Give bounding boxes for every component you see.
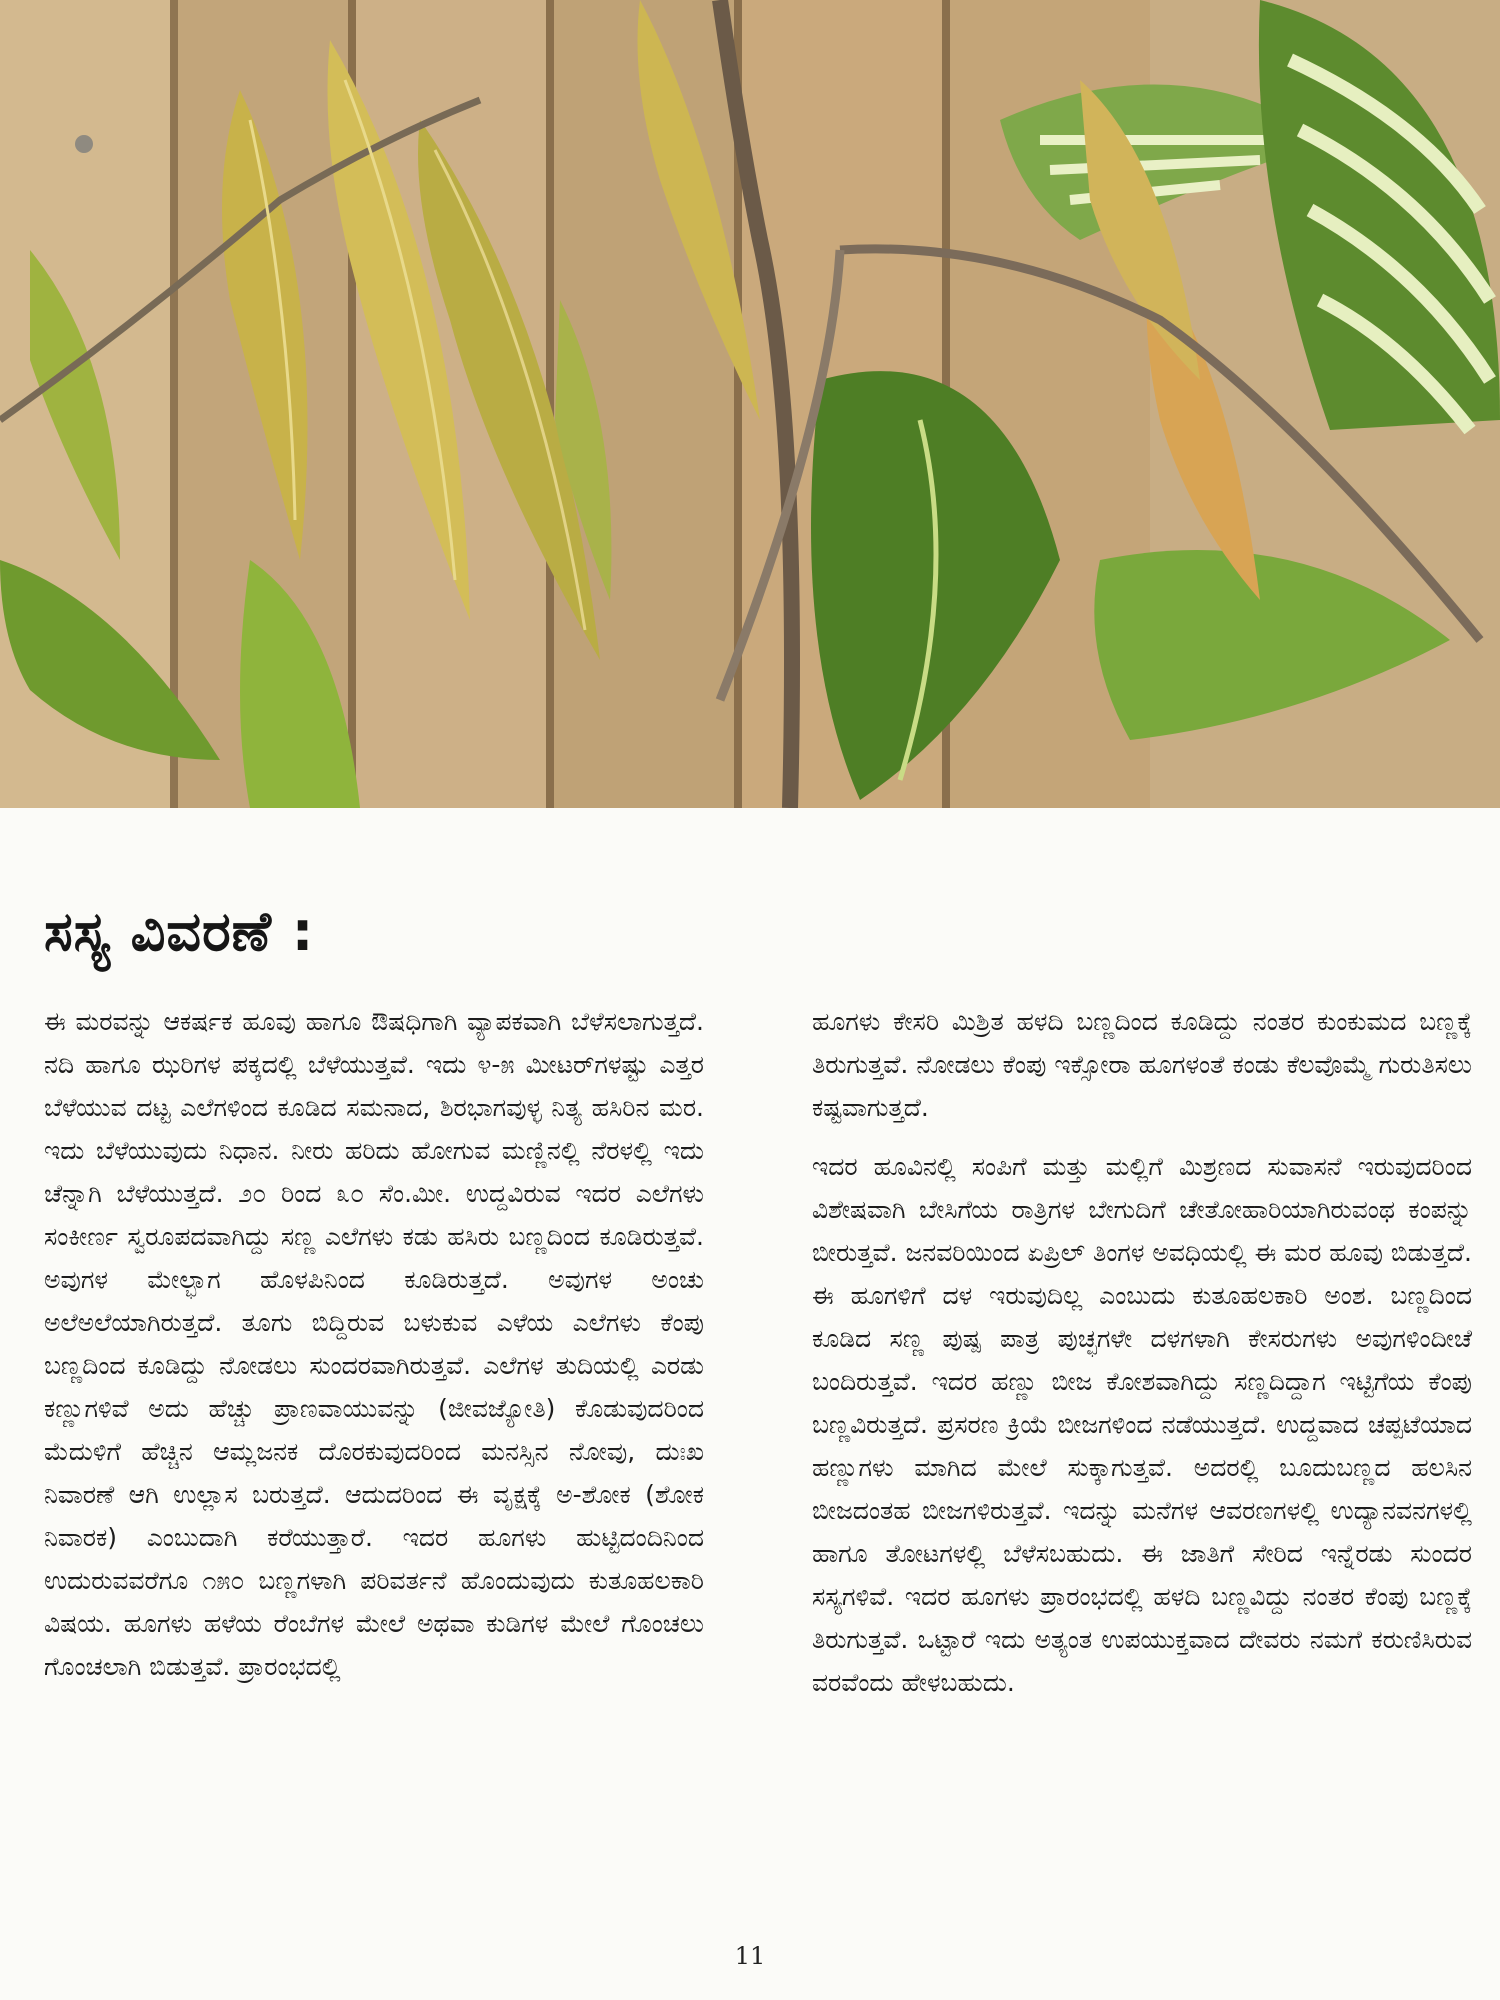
left-column <box>44 1000 704 1704</box>
left-paragraph: ಈ ಮರವನ್ನು ಆಕರ್ಷಕ ಹೂವು ಹಾಗೂ ಔಷಧಿಗಾಗಿ ವ್ಯಾಪಕವಾಗಿ ಬೆಳೆಸಲಾಗುತ್ತದೆ. ನದಿ ಹಾಗೂ ಝರಿಗಳ ಪಕ್ಕದಲ್ಲಿ ಬೆಳೆಯುತ್ತವೆ. ಇದು ೪-೫ ಮೀಟರ್‌ಗಳಷ್ಟು ಎತ್ತರ ಬೆಳೆಯುವ ದಟ್ಟ ಎಲೆಗಳಿಂದ ಕೂಡಿದ ಸಮನಾದ, ಶಿರಭಾಗವುಳ್ಳ ನಿತ್ಯ ಹಸಿರಿನ ಮರ. ಇದು ಬೆಳೆಯುವುದು ನಿಧಾನ. ನೀರು ಹರಿದು ಹೋಗುವ ಮಣ್ಣಿನಲ್ಲಿ ನೆರಳಲ್ಲಿ ಇದು ಚೆನ್ನಾಗಿ ಬೆಳೆಯುತ್ತದೆ. ೨೦ ರಿಂದ ೩೦ ಸೆಂ.ಮೀ. ಉದ್ದವಿರುವ ಇದರ ಎಲೆಗಳು ಸಂಕೀರ್ಣ ಸ್ವರೂಪದವಾಗಿದ್ದು ಸಣ್ಣ ಎಲೆಗಳು ಕಡು ಹಸಿರು ಬಣ್ಣದಿಂದ ಕೂಡಿರುತ್ತವೆ. ಅವುಗಳ ಮೇಲ್ಭಾಗ ಹೊಳಪಿನಿಂದ ಕೂಡಿರುತ್ತದೆ. ಅವುಗಳ ಅಂಚು ಅಲೆಅಲೆಯಾಗಿರುತ್ತದೆ. ತೂಗು ಬಿದ್ದಿರುವ ಬಳುಕುವ ಎಳೆಯ ಎಲೆಗಳು ಕೆಂಪು ಬಣ್ಣದಿಂದ ಕೂಡಿದ್ದು ನೋಡಲು ಸುಂದರವಾಗಿರುತ್ತವೆ. ಎಲೆಗಳ ತುದಿಯಲ್ಲಿ ಎರಡು ಕಣ್ಣುಗಳಿವೆ ಅದು ಹೆಚ್ಚು ಪ್ರಾಣವಾಯುವನ್ನು (ಜೀವಜ್ಯೋತಿ) ಕೊಡುವುದರಿಂದ ಮೆದುಳಿಗೆ ಹೆಚ್ಚಿನ ಆಮ್ಲಜನಕ ದೊರಕುವುದರಿಂದ ಮನಸ್ಸಿನ ನೋವು, ದುಃಖ ನಿವಾರಣೆ ಆಗಿ ಉಲ್ಲಾಸ ಬರುತ್ತದೆ. ಆದುದರಿಂದ ಈ ವೃಕ್ಷಕ್ಕೆ ಅ-ಶೋಕ (ಶೋಕ ನಿವಾರಕ) ಎಂಬುದಾಗಿ ಕರೆಯುತ್ತಾರೆ. ಇದರ ಹೂಗಳು ಹುಟ್ಟಿದಂದಿನಿಂದ ಉದುರುವವರೆಗೂ ೧೫೦ ಬಣ್ಣಗಳಾಗಿ ಪರಿವರ್ತನೆ ಹೊಂದುವುದು ಕುತೂಹಲಕಾರಿ ವಿಷಯ. ಹೂಗಳು ಹಳೆಯ ರೆಂಬೆಗಳ ಮೇಲೆ ಅಥವಾ ಕುಡಿಗಳ ಮೇಲೆ ಗೊಂಚಲು ಗೊಂಚಲಾಗಿ ಬಿಡುತ್ತವೆ. ಪ್ರಾರಂಭದಲ್ಲಿ <box>44 1007 704 1681</box>
section-heading: ಸಸ್ಯ ವಿವರಣೆ : <box>44 900 315 963</box>
right-paragraph-1: ಹೂಗಳು ಕೇಸರಿ ಮಿಶ್ರಿತ ಹಳದಿ ಬಣ್ಣದಿಂದ ಕೂಡಿದ್ದು ನಂತರ ಕುಂಕುಮದ ಬಣ್ಣಕ್ಕೆ ತಿರುಗುತ್ತವೆ. ನೋಡಲು ಕೆಂಪು ಇಕ್ಸೋರಾ ಹೂಗಳಂತೆ ಕಂಡು ಕೆಲವೊಮ್ಮೆ ಗುರುತಿಸಲು ಕಷ್ಟವಾಗುತ್ತದೆ. <box>812 1007 1472 1122</box>
plant-photo <box>0 0 1500 808</box>
right-column <box>812 1000 1472 1720</box>
page-number: 11 <box>734 1942 766 1970</box>
right-paragraph-2: ಇದರ ಹೂವಿನಲ್ಲಿ ಸಂಪಿಗೆ ಮತ್ತು ಮಲ್ಲಿಗೆ ಮಿಶ್ರಣದ ಸುವಾಸನೆ ಇರುವುದರಿಂದ ವಿಶೇಷವಾಗಿ ಬೇಸಿಗೆಯ ರಾತ್ರಿಗಳ ಬೇಗುದಿಗೆ ಚೇತೋಹಾರಿಯಾಗಿರುವಂಥ ಕಂಪನ್ನು ಬೀರುತ್ತವೆ. ಜನವರಿಯಿಂದ ಏಪ್ರಿಲ್ ತಿಂಗಳ ಅವಧಿಯಲ್ಲಿ ಈ ಮರ ಹೂವು ಬಿಡುತ್ತದೆ. ಈ ಹೂಗಳಿಗೆ ದಳ ಇರುವುದಿಲ್ಲ ಎಂಬುದು ಕುತೂಹಲಕಾರಿ ಅಂಶ. ಬಣ್ಣದಿಂದ ಕೂಡಿದ ಸಣ್ಣ ಪುಷ್ಪ ಪಾತ್ರ ಪುಚ್ಛಗಳೇ ದಳಗಳಾಗಿ ಕೇಸರುಗಳು ಅವುಗಳಿಂದೀಚೆ ಬಂದಿರುತ್ತವೆ. ಇದರ ಹಣ್ಣು ಬೀಜ ಕೋಶವಾಗಿದ್ದು ಸಣ್ಣದಿದ್ದಾಗ ಇಟ್ಟಿಗೆಯ ಕೆಂಪು ಬಣ್ಣವಿರುತ್ತದೆ. ಪ್ರಸರಣ ಕ್ರಿಯೆ ಬೀಜಗಳಿಂದ ನಡೆಯುತ್ತದೆ. ಉದ್ದವಾದ ಚಪ್ಪಟೆಯಾದ ಹಣ್ಣುಗಳು ಮಾಗಿದ ಮೇಲೆ ಸುಕ್ಕಾಗುತ್ತವೆ. ಅದರಲ್ಲಿ ಬೂದುಬಣ್ಣದ ಹಲಸಿನ ಬೀಜದಂತಹ ಬೀಜಗಳಿರುತ್ತವೆ. ಇದನ್ನು ಮನೆಗಳ ಆವರಣಗಳಲ್ಲಿ ಉದ್ಯಾನವನಗಳಲ್ಲಿ ಹಾಗೂ ತೋಟಗಳಲ್ಲಿ ಬೆಳೆಸಬಹುದು. ಈ ಜಾತಿಗೆ ಸೇರಿದ ಇನ್ನೆರಡು ಸುಂದರ ಸಸ್ಯಗಳಿವೆ. ಇದರ ಹೂಗಳು ಪ್ರಾರಂಭದಲ್ಲಿ ಹಳದಿ ಬಣ್ಣವಿದ್ದು ನಂತರ ಕೆಂಪು ಬಣ್ಣಕ್ಕೆ ತಿರುಗುತ್ತವೆ. ಒಟ್ಟಾರೆ ಇದು ಅತ್ಯಂತ ಉಪಯುಕ್ತವಾದ ದೇವರು ನಮಗೆ ಕರುಣಿಸಿರುವ ವರವೆಂದು ಹೇಳಬಹುದು. <box>812 1152 1472 1697</box>
